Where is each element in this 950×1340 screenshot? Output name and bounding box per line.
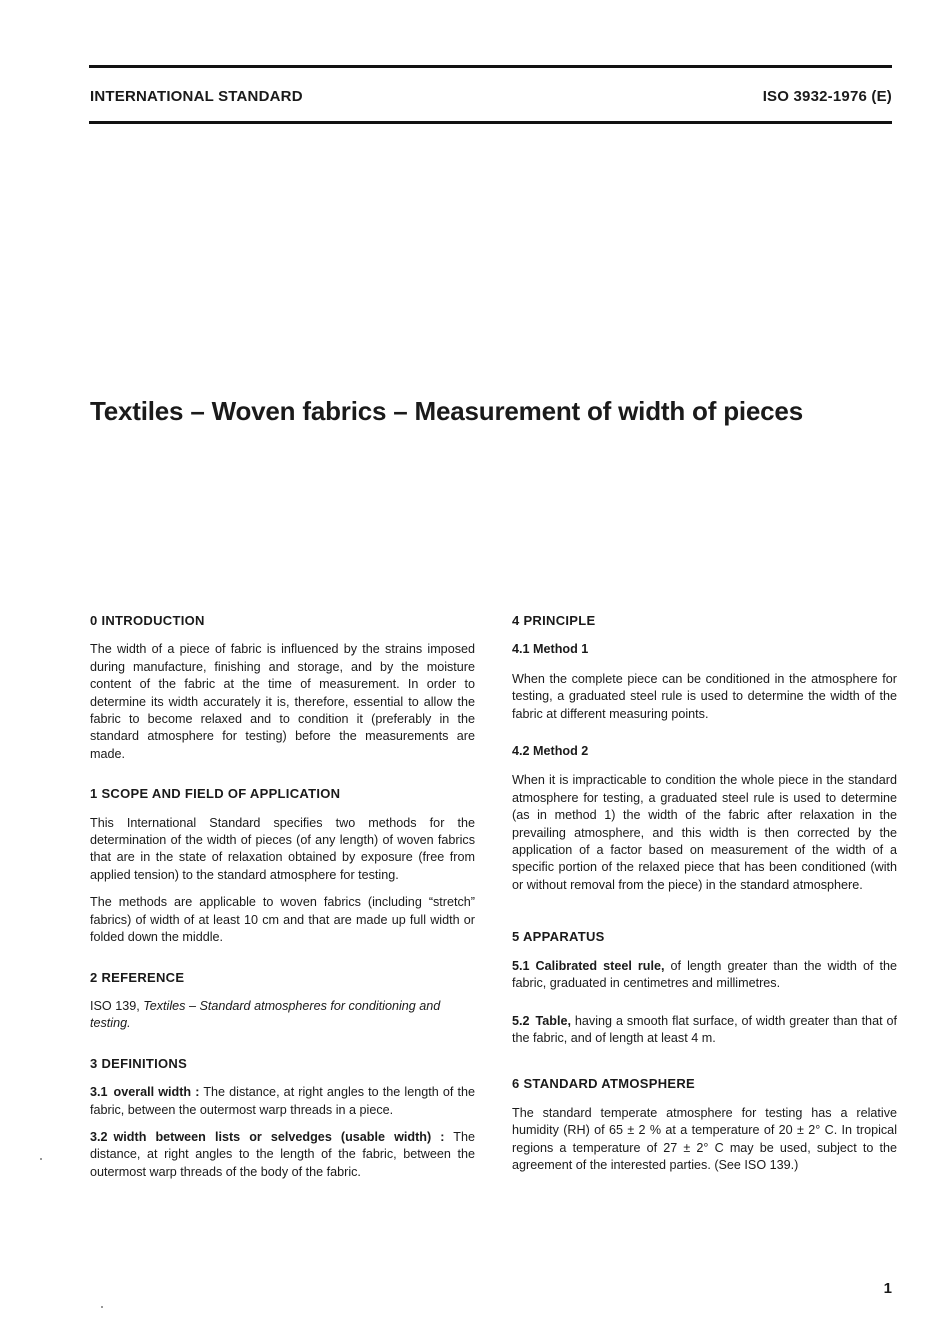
clause-number: 3.2 (90, 1129, 108, 1144)
section-heading: 2 REFERENCE (90, 969, 185, 985)
section-reference (90, 969, 475, 1033)
left-column (90, 612, 475, 1203)
clause-number: 3.1 (90, 1085, 108, 1100)
clause-number: 5.2 (512, 1013, 530, 1028)
section-heading: 6 STANDARD ATMOSPHERE (512, 1076, 696, 1092)
document-title: Textiles – Woven fabrics – Measurement of width of pieces (90, 396, 803, 426)
reference-title: Textiles – Standard atmospheres for conditioning and testing. (90, 998, 441, 1031)
section-heading: 4 PRINCIPLE (512, 613, 596, 628)
section-principle (512, 612, 897, 894)
page-number: 1 (883, 1280, 892, 1297)
apparatus-steel-rule (512, 958, 897, 993)
definition-text: The distance, at right angles to the length of the fabric, between the outermost warp threads in a piece. (90, 1085, 475, 1117)
section-definitions (90, 1055, 475, 1181)
section-introduction (90, 612, 475, 763)
clause-number: 5.1 (512, 958, 530, 973)
definition-term: overall width : (113, 1085, 200, 1100)
apparatus-text: having a smooth flat surface, of width greater than that of the fabric, and of length at least 4 m. (512, 1013, 897, 1045)
subsection-heading-method-2: 4.2 Method 2 (512, 744, 589, 759)
scan-speck (40, 1158, 42, 1160)
scan-speck (101, 1306, 103, 1308)
apparatus-term: Calibrated steel rule, (535, 958, 665, 973)
header-standard-number: ISO 3932-1976 (E) (762, 88, 892, 105)
right-column (512, 612, 897, 1196)
apparatus-table (512, 1013, 897, 1048)
definition-overall-width (90, 1084, 475, 1119)
paragraph: This International Standard specifies two methods for the determination of the width of pieces (of any length) of woven fabrics that are in the state of relaxation obtained by exposure (free from applied tension) to the standard atmosphere for testing. (90, 815, 475, 882)
section-heading: 5 APPARATUS (512, 929, 605, 945)
reference-entry (90, 998, 475, 1033)
header-top-rule (89, 65, 892, 68)
definition-usable-width (90, 1129, 475, 1181)
apparatus-term: Table, (535, 1013, 571, 1028)
section-heading: 1 SCOPE AND FIELD OF APPLICATION (90, 786, 341, 802)
section-apparatus (512, 928, 897, 1047)
subsection-heading-method-1: 4.1 Method 1 (512, 642, 589, 657)
header-standard-type: INTERNATIONAL STANDARD (90, 88, 303, 105)
section-heading: 0 INTRODUCTION (90, 613, 205, 628)
section-heading: 3 DEFINITIONS (90, 1055, 188, 1071)
header-bottom-rule (89, 121, 892, 124)
section-scope (90, 785, 475, 946)
apparatus-text: of length greater than the width of the fabric, graduated in centimetres and millimetres. (512, 958, 898, 991)
definition-term: width between lists or selvedges (usable width) : (113, 1129, 445, 1144)
paragraph: When it is impracticable to condition the whole piece in the standard atmosphere for testing, a graduated steel rule is used to determine (as in method 1) the width of the fabric after relaxation in the prevailing atmosphere, and this width is then corrected by the application of a factor based on measurement of the width of a specific portion of the relaxed piece that has been conditioned (with or without removal from the piece) in the standard atmosphere. (512, 773, 897, 892)
reference-id: ISO 139, (90, 998, 144, 1013)
paragraph: The methods are applicable to woven fabrics (including “stretch” fabrics) of width of at least 10 cm and that are made up full width or folded down the middle. (90, 895, 475, 945)
paragraph: The width of a piece of fabric is influenced by the strains imposed during manufacture, finishing and storage, and by the moisture content of the fabric at the time of measurement. In order to determine its width accurately it is, therefore, essential to allow the fabric to become relaxed and to condition it (preferably in the standard atmosphere for testing) before the measurements are made. (90, 642, 475, 761)
section-standard-atmosphere (512, 1075, 897, 1174)
paragraph: The standard temperate atmosphere for testing has a relative humidity (RH) of 65 ± 2 % at a temperature of 20 ± 2° C. In tropical regions a temperature of 27 ± 2° C may be used, subject to the agreement of the interested parties. (See ISO 139.) (512, 1105, 897, 1172)
definition-text: The distance, at right angles to the length of the fabric, between the outermost warp threads of the body of the fabric. (90, 1129, 475, 1179)
paragraph: When the complete piece can be conditioned in the atmosphere for testing, a graduated steel rule is used to determine the width of the fabric at different measuring points. (512, 671, 897, 721)
